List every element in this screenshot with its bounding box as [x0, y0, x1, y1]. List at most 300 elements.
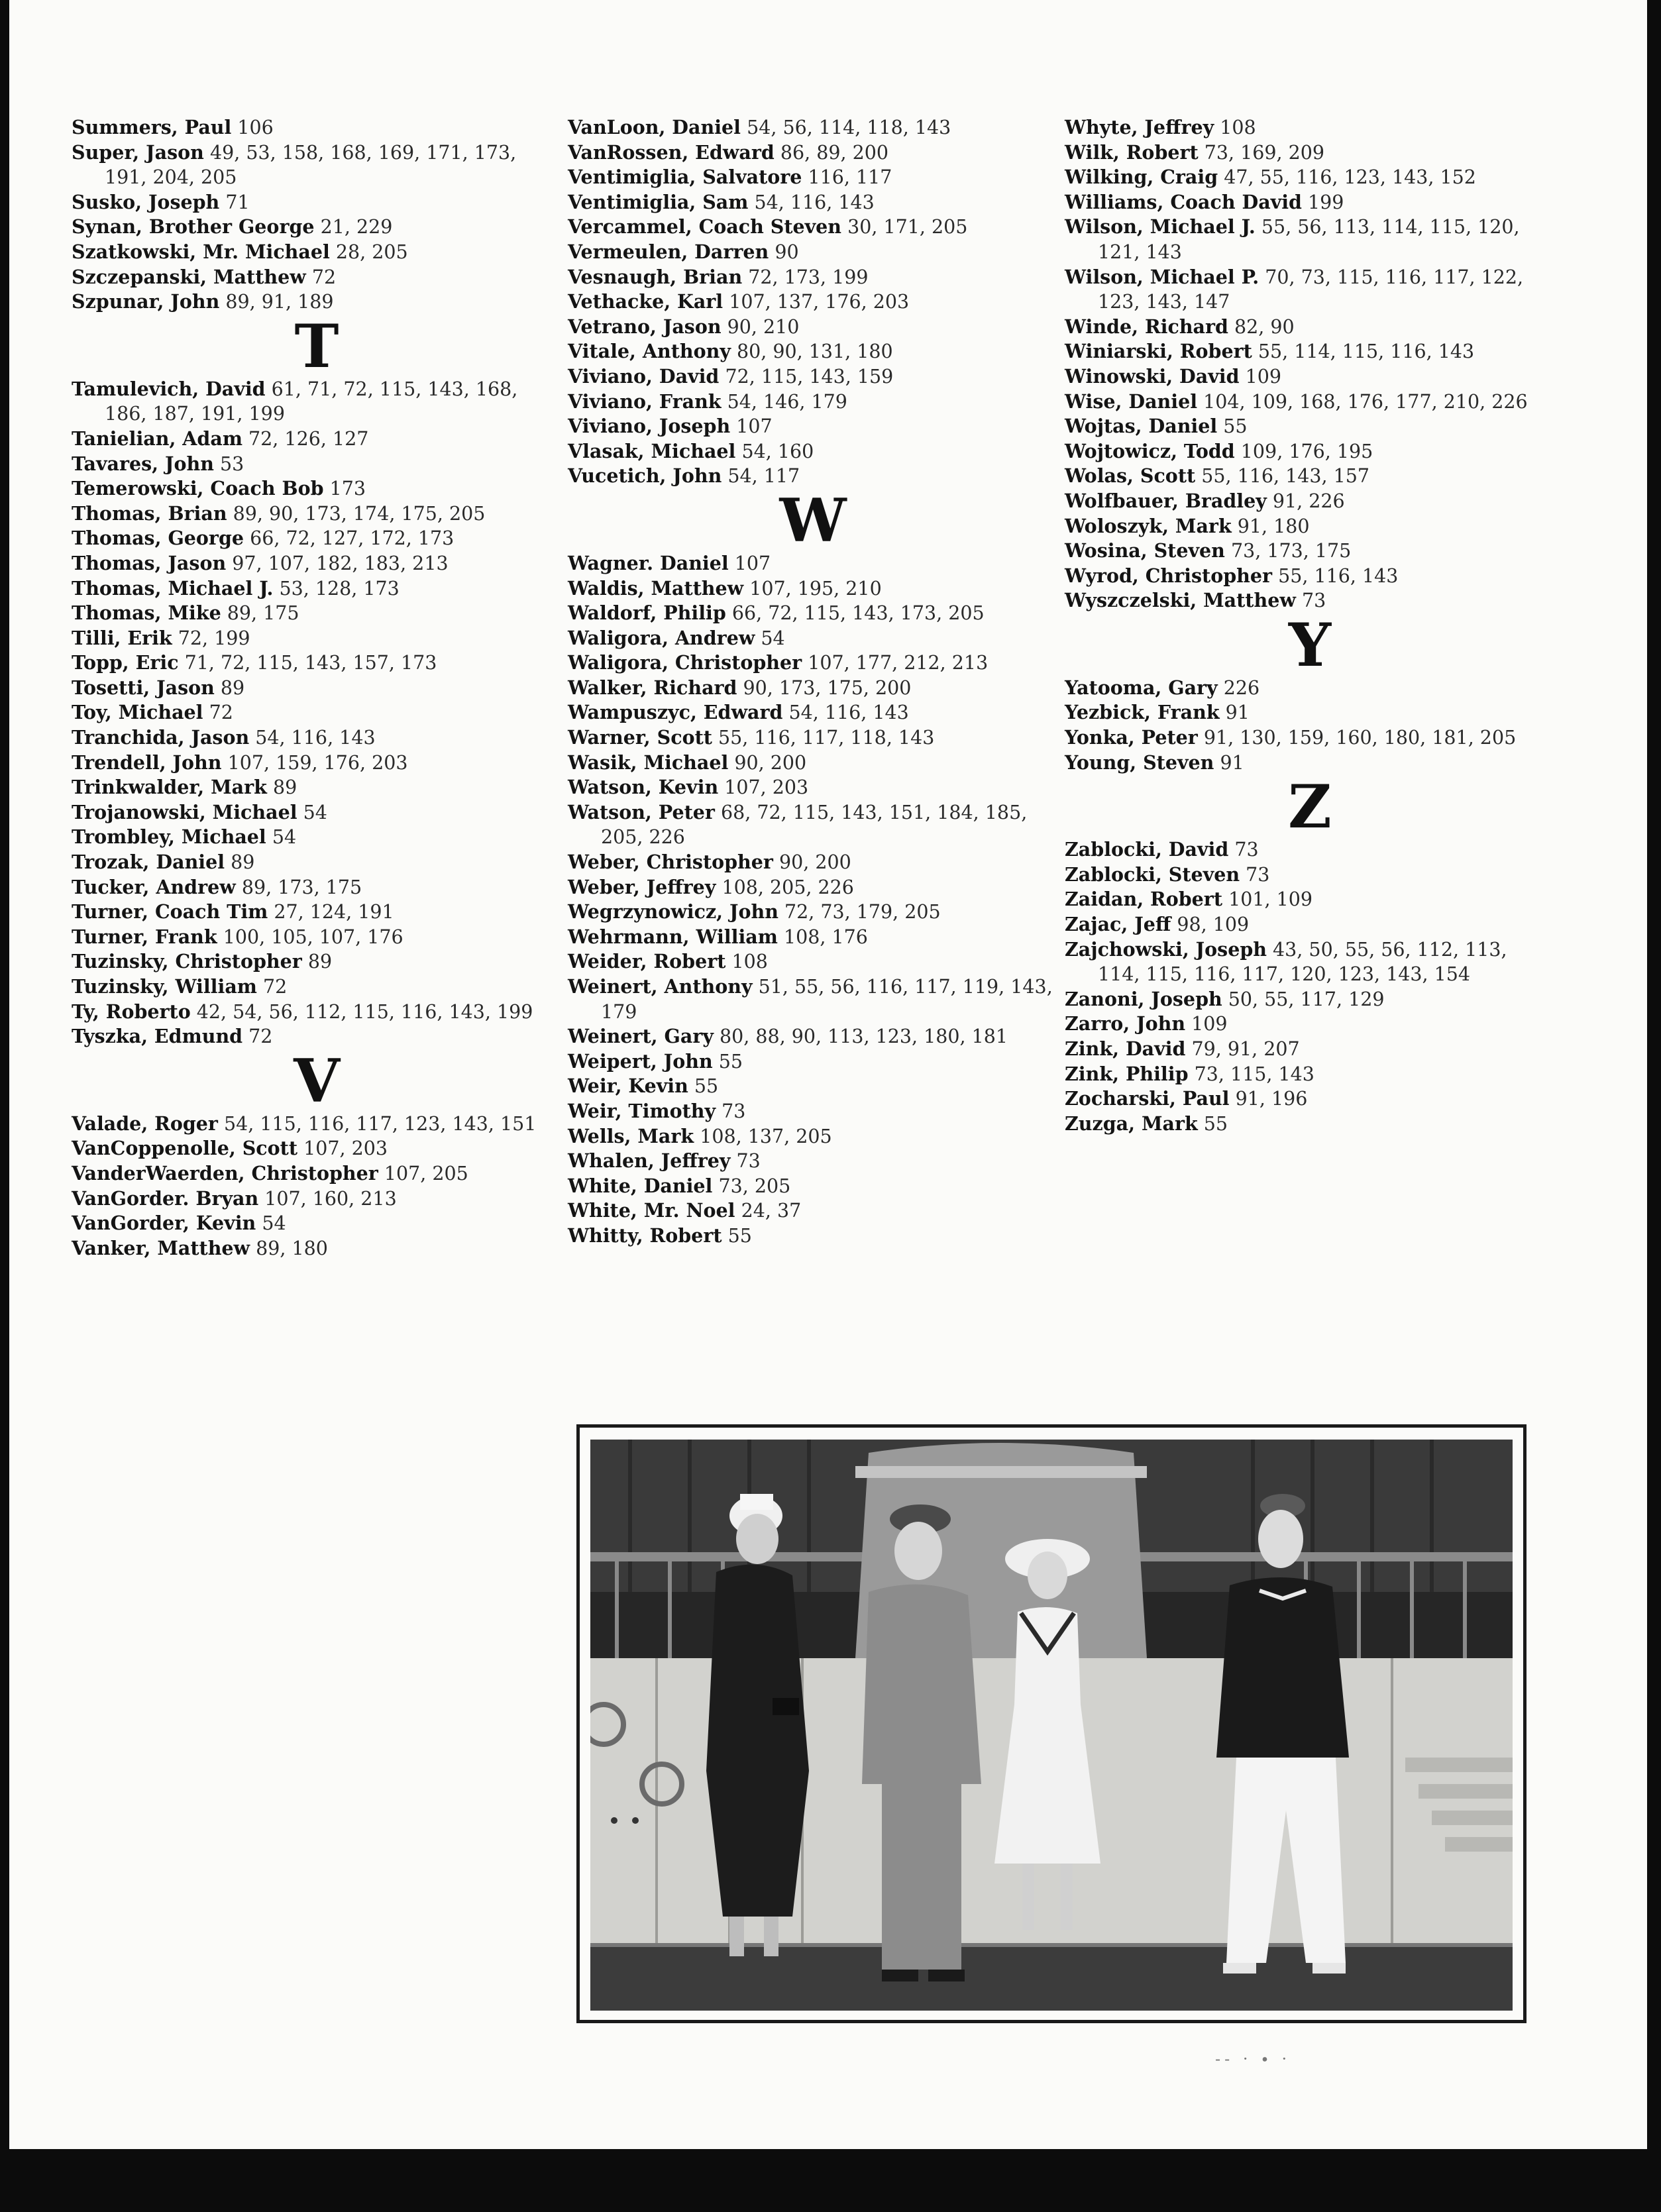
entry-name: Weber, Christopher [568, 851, 773, 874]
index-entry [568, 215, 1058, 240]
entry-name: Vanker, Matthew [72, 1236, 250, 1259]
entry-pages: 66, 72, 127, 172, 173 [250, 527, 455, 550]
index-entry [1065, 265, 1555, 315]
entry-name: Szatkowski, Mr. Michael [72, 240, 330, 263]
index-entry [1065, 837, 1555, 863]
index-entry [72, 1236, 562, 1261]
entry-name: Wampuszyc, Edward [568, 701, 783, 724]
entry-name: Thomas, Brian [72, 501, 227, 525]
entry-name: VanLoon, Daniel [568, 116, 741, 138]
index-entry [568, 414, 1058, 439]
entry-pages: 70, 73, 115, 116, 117, 122, 123, 143, 147 [1098, 266, 1524, 313]
index-entry [1065, 414, 1555, 439]
entry-pages: 28, 205 [335, 240, 408, 263]
index-entry [1065, 1112, 1555, 1137]
entry-name: Weinert, Gary [568, 1025, 714, 1048]
entry-pages: 107, 160, 213 [264, 1187, 397, 1210]
index-entry [72, 452, 562, 477]
entry-pages: 107, 195, 210 [749, 577, 882, 600]
section-letter: T [294, 311, 339, 382]
index-entry [72, 140, 562, 190]
entry-pages: 104, 109, 168, 176, 177, 210, 226 [1203, 390, 1528, 413]
index-entry [1065, 315, 1555, 340]
index-entry [72, 1136, 562, 1161]
entry-name: Ventimiglia, Sam [568, 190, 749, 213]
index-entry [72, 900, 562, 925]
entry-pages: 107, 159, 176, 203 [227, 751, 408, 774]
entry-name: Thomas, Jason [72, 551, 227, 574]
entry-pages: 50, 55, 117, 129 [1228, 988, 1385, 1010]
index-entry [72, 925, 562, 950]
entry-pages: 51, 55, 56, 116, 117, 119, 143, 179 [601, 976, 1053, 1023]
entry-name: Weber, Jeffrey [568, 875, 716, 898]
index-entry [568, 140, 1058, 166]
entry-pages: 73 [722, 1100, 746, 1122]
entry-name: Tranchida, Jason [72, 726, 250, 749]
index-entry [568, 1149, 1058, 1174]
index-entry [568, 626, 1058, 651]
entry-pages: 49, 53, 158, 168, 169, 171, 173, 191, 204, 205 [105, 141, 517, 189]
index-entry [72, 700, 562, 725]
index-entry [1065, 912, 1555, 937]
entry-name: Vermeulen, Darren [568, 240, 769, 263]
entry-pages: 91 [1220, 751, 1244, 774]
entry-name: Synan, Brother George [72, 215, 315, 238]
index-entry [72, 240, 562, 265]
entry-name: Trozak, Daniel [72, 851, 225, 874]
index-entry [1065, 165, 1555, 190]
entry-pages: 90 [775, 240, 799, 263]
entry-pages: 72, 173, 199 [748, 266, 869, 288]
entry-pages: 107 [736, 415, 773, 438]
entry-name: Toy, Michael [72, 701, 203, 724]
entry-name: VanderWaerden, Christopher [72, 1161, 378, 1185]
entry-name: Weir, Kevin [568, 1075, 688, 1098]
entry-pages: 27, 124, 191 [274, 901, 394, 923]
index-entry [1065, 1037, 1555, 1062]
index-entry [1065, 725, 1555, 751]
index-entry [72, 1186, 562, 1212]
entry-pages: 66, 72, 115, 143, 173, 205 [731, 602, 985, 625]
index-entry [1065, 339, 1555, 364]
index-entry [72, 476, 562, 501]
entry-pages: 55 [718, 1050, 743, 1073]
entry-pages: 68, 72, 115, 143, 151, 184, 185, 205, 226 [601, 801, 1028, 849]
index-entry [1065, 1012, 1555, 1037]
index-entry [568, 1224, 1058, 1249]
entry-pages: 55, 116, 143 [1278, 564, 1399, 587]
index-entry [1065, 937, 1555, 987]
entry-name: Vitale, Anthony [568, 340, 731, 363]
entry-pages: 107 [734, 552, 771, 574]
entry-name: Tamulevich, David [72, 377, 266, 400]
index-entry [72, 1211, 562, 1236]
index-entry [568, 265, 1058, 290]
index-entry [568, 339, 1058, 364]
entry-name: VanGorder, Kevin [72, 1212, 256, 1235]
entry-name: Young, Steven [1065, 751, 1214, 774]
entry-name: Valade, Roger [72, 1112, 218, 1135]
entry-pages: 73 [1234, 839, 1259, 861]
index-entry [1065, 140, 1555, 166]
index-entry [72, 651, 562, 676]
index-entry [1065, 215, 1555, 264]
index-entry [1065, 364, 1555, 390]
index-column-2 [568, 115, 1058, 1249]
entry-name: Wyrod, Christopher [1065, 564, 1272, 587]
entry-pages: 109 [1245, 365, 1282, 388]
entry-pages: 55, 56, 113, 114, 115, 120, 121, 143 [1098, 216, 1520, 263]
entry-pages: 101, 109 [1228, 888, 1313, 911]
index-entry [1065, 190, 1555, 215]
index-entry [72, 576, 562, 602]
entry-pages: 108 [731, 951, 768, 973]
entry-pages: 54, 116, 143 [255, 727, 376, 749]
index-entry [568, 925, 1058, 950]
entry-name: Zocharski, Paul [1065, 1087, 1230, 1110]
entry-pages: 199 [1308, 191, 1344, 213]
entry-pages: 54 [761, 627, 785, 649]
index-entry [72, 601, 562, 626]
entry-name: Trendell, John [72, 751, 222, 774]
entry-pages: 53, 128, 173 [279, 577, 400, 600]
entry-pages: 89 [307, 951, 333, 973]
entry-pages: 43, 50, 55, 56, 112, 113, 114, 115, 116, 117, 120, 123, 143, 154 [1098, 938, 1507, 986]
entry-pages: 173 [329, 478, 366, 500]
index-entry [1065, 464, 1555, 489]
index-entry [72, 875, 562, 900]
entry-name: Wosina, Steven [1065, 539, 1225, 562]
entry-name: VanRossen, Edward [568, 140, 775, 164]
index-column-3 [1065, 115, 1555, 1136]
entry-pages: 54, 117 [727, 465, 800, 488]
index-entry [72, 825, 562, 850]
entry-name: Weider, Robert [568, 950, 726, 973]
index-entry [568, 439, 1058, 464]
entry-name: Wasik, Michael [568, 751, 729, 774]
entry-name: Zablocki, David [1065, 838, 1229, 861]
entry-pages: 109, 176, 195 [1240, 440, 1373, 462]
entry-name: Wojtas, Daniel [1065, 415, 1218, 438]
index-entry [1065, 1062, 1555, 1087]
entry-pages: 80, 90, 131, 180 [736, 341, 893, 363]
entry-pages: 86, 89, 200 [780, 141, 888, 164]
entry-name: Tuzinsky, Christopher [72, 950, 302, 973]
index-entry [1065, 863, 1555, 888]
index-entry [1065, 439, 1555, 464]
index-entry [568, 390, 1058, 415]
index-entry [568, 551, 1058, 576]
index-entry [568, 651, 1058, 676]
index-entry [72, 751, 562, 776]
entry-name: Zink, Philip [1065, 1062, 1189, 1085]
entry-name: Turner, Coach Tim [72, 900, 268, 923]
entry-pages: 108, 176 [783, 925, 868, 948]
entry-pages: 42, 54, 56, 112, 115, 116, 143, 199 [196, 1000, 533, 1023]
index-entry [568, 974, 1058, 1024]
entry-name: Vesnaugh, Brian [568, 265, 743, 288]
entry-name: Thomas, Mike [72, 602, 221, 625]
index-entry [568, 290, 1058, 315]
entry-name: Trinkwalder, Mark [72, 776, 267, 799]
index-entry [568, 190, 1058, 215]
index-entry [568, 315, 1058, 340]
index-entry [568, 900, 1058, 925]
entry-pages: 90, 200 [779, 851, 851, 874]
entry-name: Viviano, Frank [568, 390, 722, 413]
index-entry [568, 725, 1058, 751]
entry-pages: 61, 71, 72, 115, 143, 168, 186, 187, 191, 199 [105, 378, 518, 425]
entry-name: Winde, Richard [1065, 315, 1228, 338]
index-entry [1065, 751, 1555, 776]
entry-name: VanCoppenolle, Scott [72, 1137, 297, 1160]
entry-pages: 90, 173, 175, 200 [743, 676, 912, 699]
entry-pages: 24, 37 [741, 1200, 802, 1222]
index-entry [568, 165, 1058, 190]
entry-pages: 89, 90, 173, 174, 175, 205 [233, 502, 486, 525]
entry-name: VanGorder. Bryan [72, 1186, 259, 1210]
entry-pages: 107, 137, 176, 203 [729, 291, 910, 313]
entry-name: Wyszczelski, Matthew [1065, 589, 1296, 612]
entry-name: Weir, Timothy [568, 1099, 716, 1122]
entry-name: Tuzinsky, William [72, 975, 257, 998]
entry-pages: 90, 200 [734, 751, 807, 774]
index-entry [72, 676, 562, 701]
index-entry [72, 551, 562, 576]
entry-name: Waligora, Christopher [568, 651, 802, 674]
index-entry [568, 240, 1058, 265]
index-entry [1065, 539, 1555, 564]
entry-pages: 73, 169, 209 [1204, 141, 1325, 164]
entry-pages: 72 [209, 702, 233, 724]
entry-pages: 55, 116, 143, 157 [1201, 465, 1370, 488]
entry-pages: 53 [220, 452, 244, 475]
entry-name: Super, Jason [72, 140, 204, 164]
entry-name: Zuzga, Mark [1065, 1112, 1198, 1135]
index-entry [72, 190, 562, 215]
entry-name: Summers, Paul [72, 116, 232, 138]
entry-pages: 71 [225, 191, 250, 213]
index-entry [1065, 887, 1555, 912]
index-entry [72, 1161, 562, 1186]
entry-name: Wilking, Craig [1065, 166, 1218, 189]
entry-pages: 82, 90 [1234, 315, 1295, 338]
index-entry [72, 215, 562, 240]
entry-pages: 55 [727, 1224, 752, 1247]
index-entry [568, 364, 1058, 390]
photo-frame [576, 1424, 1527, 2023]
index-entry [72, 850, 562, 875]
index-entry [568, 949, 1058, 974]
entry-name: Woloszyk, Mark [1065, 514, 1232, 537]
index-entry [568, 751, 1058, 776]
entry-pages: 89, 173, 175 [241, 876, 362, 898]
entry-pages: 54, 56, 114, 118, 143 [747, 117, 951, 138]
stage-photo [590, 1440, 1513, 2011]
entry-name: Yezbick, Frank [1065, 701, 1220, 724]
entry-name: Walker, Richard [568, 676, 737, 699]
entry-name: Wolfbauer, Bradley [1065, 489, 1267, 512]
entry-pages: 73, 173, 175 [1230, 540, 1352, 562]
index-column-1 [72, 115, 562, 1261]
index-entry [72, 725, 562, 751]
entry-pages: 107, 203 [724, 776, 809, 799]
index-entry [568, 1024, 1058, 1049]
index-page [9, 0, 1647, 2149]
entry-pages: 54 [303, 801, 327, 823]
entry-pages: 55, 114, 115, 116, 143 [1258, 341, 1475, 363]
index-entry [1065, 1086, 1555, 1112]
entry-pages: 73 [1301, 590, 1326, 612]
entry-name: Thomas, Michael J. [72, 576, 274, 600]
entry-pages: 91, 226 [1272, 490, 1345, 512]
entry-name: Williams, Coach David [1065, 190, 1302, 213]
index-entry [568, 576, 1058, 602]
entry-name: Susko, Joseph [72, 190, 220, 213]
entry-name: Tavares, John [72, 452, 214, 475]
entry-pages: 107, 177, 212, 213 [808, 652, 989, 674]
entry-pages: 55 [1223, 415, 1248, 438]
entry-pages: 73, 115, 143 [1194, 1063, 1314, 1085]
index-entry [72, 290, 562, 315]
entry-pages: 89 [220, 676, 245, 699]
index-entry [1065, 115, 1555, 140]
index-entry [72, 377, 562, 427]
entry-pages: 89, 91, 189 [225, 291, 334, 313]
entry-name: Yonka, Peter [1065, 726, 1198, 749]
entry-pages: 91, 180 [1237, 515, 1310, 537]
entry-pages: 54, 115, 116, 117, 123, 143, 151 [224, 1112, 537, 1135]
entry-name: Tucker, Andrew [72, 875, 236, 898]
entry-name: Waldis, Matthew [568, 576, 744, 600]
index-entry [1065, 390, 1555, 415]
entry-pages: 55 [1203, 1112, 1228, 1135]
entry-pages: 89, 180 [256, 1237, 328, 1259]
entry-pages: 72, 126, 127 [248, 427, 369, 450]
index-entry [72, 949, 562, 974]
section-letter: Z [1288, 772, 1332, 843]
entry-name: Wagner. Daniel [568, 551, 729, 574]
entry-pages: 90, 210 [727, 315, 800, 338]
index-entry [568, 1099, 1058, 1124]
entry-pages: 80, 88, 90, 113, 123, 180, 181 [719, 1026, 1008, 1048]
index-entry [72, 115, 562, 140]
entry-pages: 21, 229 [320, 216, 393, 238]
entry-pages: 55, 116, 117, 118, 143 [718, 727, 935, 749]
entry-name: Wolas, Scott [1065, 464, 1196, 488]
entry-name: Tyszka, Edmund [72, 1025, 243, 1048]
index-entry [1065, 514, 1555, 539]
entry-pages: 226 [1223, 676, 1260, 699]
entry-name: Trombley, Michael [72, 825, 266, 849]
entry-name: Zarro, John [1065, 1012, 1186, 1035]
entry-name: Zanoni, Joseph [1065, 987, 1222, 1010]
entry-pages: 73 [736, 1150, 761, 1173]
entry-pages: 91 [1225, 702, 1250, 724]
entry-pages: 107, 205 [384, 1162, 468, 1185]
entry-name: Temerowski, Coach Bob [72, 477, 324, 500]
entry-pages: 89 [272, 776, 297, 799]
index-entry [568, 676, 1058, 701]
index-entry [72, 974, 562, 1000]
index-entry [72, 800, 562, 825]
entry-name: Wojtowicz, Todd [1065, 439, 1235, 462]
entry-name: Watson, Peter [568, 800, 715, 823]
entry-pages: 55 [694, 1075, 719, 1098]
entry-name: Wegrzynowicz, John [568, 900, 778, 923]
entry-pages: 79, 91, 207 [1191, 1038, 1300, 1060]
entry-name: Ventimiglia, Salvatore [568, 166, 802, 189]
entry-name: Winiarski, Robert [1065, 340, 1252, 363]
entry-name: Winowski, David [1065, 364, 1240, 388]
entry-name: Tilli, Erik [72, 626, 172, 649]
index-entry [568, 875, 1058, 900]
entry-name: Wells, Mark [568, 1124, 694, 1147]
entry-name: Szczepanski, Matthew [72, 265, 306, 288]
index-entry [568, 1049, 1058, 1075]
entry-name: Watson, Kevin [568, 776, 719, 799]
entry-name: Ty, Roberto [72, 1000, 191, 1023]
entry-name: Viviano, Joseph [568, 415, 731, 438]
entry-name: Thomas, George [72, 527, 244, 550]
entry-name: Szpunar, John [72, 290, 220, 313]
index-entry [72, 626, 562, 651]
index-entry [568, 1174, 1058, 1199]
entry-pages: 108 [1220, 117, 1256, 138]
entry-name: White, Daniel [568, 1174, 713, 1197]
entry-name: Weipert, John [568, 1049, 713, 1073]
entry-name: Tanielian, Adam [72, 427, 242, 450]
index-entry [568, 601, 1058, 626]
entry-name: Trojanowski, Michael [72, 800, 297, 823]
entry-name: Vercammel, Coach Steven [568, 215, 842, 238]
entry-name: Warner, Scott [568, 726, 712, 749]
entry-pages: 30, 171, 205 [847, 216, 968, 238]
index-entry [568, 1198, 1058, 1224]
entry-pages: 54, 116, 143 [788, 702, 909, 724]
entry-name: Vetrano, Jason [568, 315, 722, 338]
entry-name: Weinert, Anthony [568, 975, 753, 998]
entry-name: Viviano, David [568, 364, 720, 388]
index-entry [1065, 489, 1555, 514]
entry-name: Zajchowski, Joseph [1065, 937, 1267, 961]
entry-name: Wilson, Michael J. [1065, 215, 1256, 238]
entry-pages: 73 [1246, 863, 1270, 886]
index-entry [1065, 564, 1555, 589]
entry-name: Zablocki, Steven [1065, 863, 1240, 886]
index-entry [72, 501, 562, 527]
entry-pages: 72, 199 [178, 627, 250, 649]
entry-pages: 100, 105, 107, 176 [223, 925, 403, 948]
entry-name: Wehrmann, William [568, 925, 778, 948]
entry-pages: 72, 115, 143, 159 [725, 365, 894, 388]
index-entry [568, 800, 1058, 850]
entry-pages: 109 [1191, 1013, 1228, 1035]
index-entry [1065, 676, 1555, 701]
entry-name: Wilson, Michael P. [1065, 265, 1259, 288]
entry-pages: 106 [237, 117, 274, 138]
index-entry [568, 850, 1058, 875]
index-entry [1065, 700, 1555, 725]
entry-pages: 72 [263, 976, 288, 998]
print-specks: ‐‐ · ∙ · [1215, 2050, 1291, 2068]
entry-pages: 72, 73, 179, 205 [784, 901, 941, 923]
index-entry [72, 775, 562, 800]
entry-pages: 108, 205, 226 [722, 876, 854, 898]
entry-name: Yatooma, Gary [1065, 676, 1218, 699]
entry-pages: 47, 55, 116, 123, 143, 152 [1224, 166, 1476, 189]
entry-pages: 73, 205 [718, 1175, 791, 1197]
